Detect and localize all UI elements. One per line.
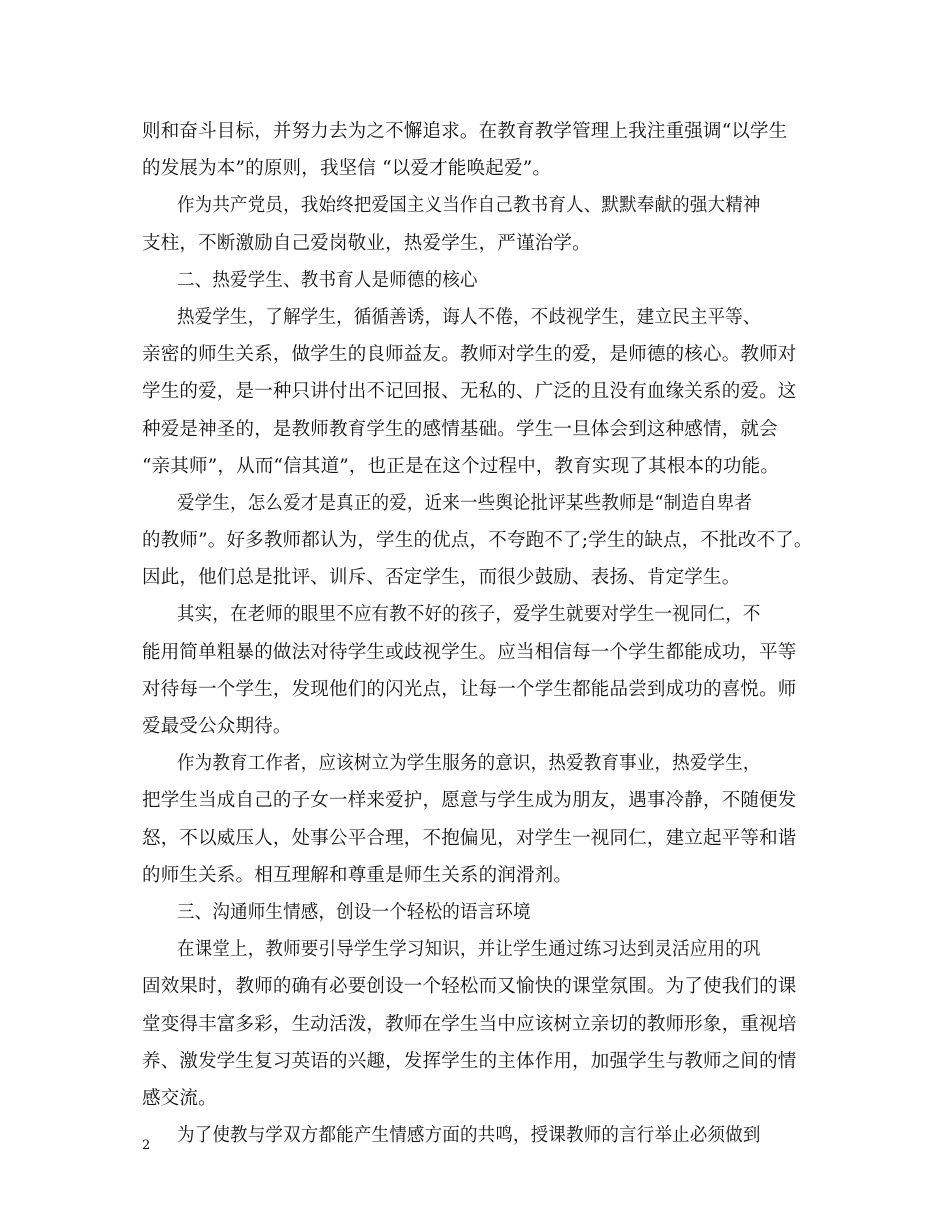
text-line: 的师生关系。相互理解和尊重是师生关系的润滑剂。: [142, 864, 573, 886]
text-line: 学生的爱，是一种只讲付出不记回报、无私的、广泛的且没有血缘关系的爱。这: [142, 381, 797, 403]
text-line: 为了使教与学双方都能产生情感方面的共鸣，授课教师的言行举止必须做到: [176, 1125, 761, 1147]
text-line: 支柱，不断激励自己爱岗敬业，热爱学生，严谨治学。: [142, 232, 591, 254]
text-line: 亲密的师生关系，做学生的良师益友。教师对学生的爱，是师德的核心。教师对: [142, 344, 797, 366]
text-line: 则和奋斗目标，并努力去为之不懈追求。在教育教学管理上我注重强调“以学生: [142, 121, 788, 142]
text-line: 爱最受公众期待。: [142, 716, 292, 737]
page-number: 2: [142, 1138, 151, 1153]
text-line: 的发展为本”的原则，我坚信 “以爱才能唤起爱”。: [142, 158, 552, 180]
text-line: 热爱学生，了解学生，循循善诱，诲人不倦，不歧视学生，建立民主平等、: [176, 306, 761, 328]
text-line: 作为共产党员，我始终把爱国主义当作自己教书育人、默默奉献的强大精神: [176, 195, 761, 217]
text-line: 其实，在老师的眼里不应有教不好的孩子，爱学生就要对学生一视同仁，不: [176, 604, 761, 626]
text-line: 养、激发学生复习英语的兴趣，发挥学生的主体作用，加强学生与教师之间的情: [142, 1050, 797, 1072]
text-line: 因此，他们总是批评、训斥、否定学生，而很少鼓励、表扬、肯定学生。: [142, 567, 741, 589]
text-line: 堂变得丰富多彩，生动活泼，教师在学生当中应该树立亲切的教师形象，重视培: [142, 1013, 797, 1035]
text-line: 怒，不以威压人，处事公平合理，不抱偏见，对学生一视同仁，建立起平等和谐: [142, 827, 797, 849]
text-line: “亲其师”，从而“信其道”，也正是在这个过程中，教育实现了其根本的功能。: [142, 455, 780, 477]
text-line: 种爱是神圣的，是教师教育学生的感情基础。学生一旦体会到这种感情，就会: [142, 418, 778, 440]
text-line: 的教师”。好多教师都认为，学生的优点，不夸跑不了;学生的缺点，不批改不了。: [142, 530, 813, 552]
text-line: 能用简单粗暴的做法对待学生或歧视学生。应当相信每一个学生都能成功，平等: [142, 641, 797, 663]
text-line: 三、沟通师生情感，创设一个轻松的语言环境: [176, 901, 531, 923]
text-line: 作为教育工作者，应该树立为学生服务的意识，热爱教育事业，热爱学生，: [176, 753, 761, 775]
text-line: 爱学生，怎么爱才是真正的爱，近来一些舆论批评某些教师是“制造自卑者: [176, 492, 753, 514]
text-line: 对待每一个学生，发现他们的闪光点，让每一个学生都能品尝到成功的喜悦。师: [142, 678, 797, 700]
text-line: 在课堂上，教师要引导学生学习知识，并让学生通过练习达到灵活应用的巩: [176, 939, 761, 961]
text-line: 二、热爱学生、教书育人是师德的核心: [176, 269, 478, 291]
text-line: 固效果时，教师的确有必要创设一个轻松而又愉快的课堂氛围。为了使我们的课: [142, 976, 797, 998]
body-text: [142, 113, 824, 1154]
text-line: 把学生当成自己的子女一样来爱护，愿意与学生成为朋友，遇事冷静，不随便发: [142, 790, 797, 812]
text-line: 感交流。: [142, 1087, 217, 1109]
